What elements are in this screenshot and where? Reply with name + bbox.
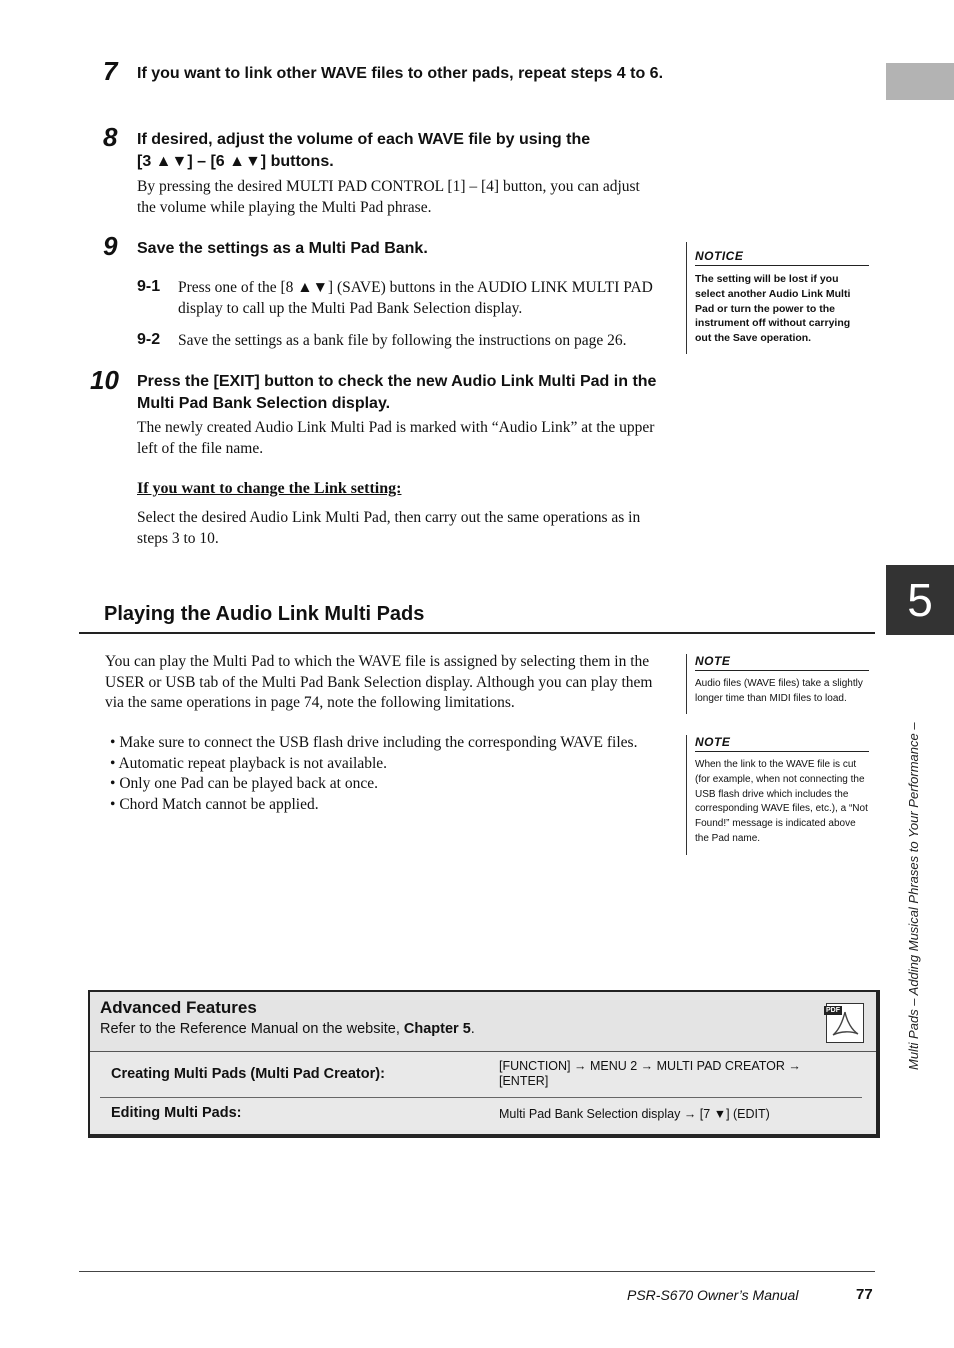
step-10-number: 10: [90, 365, 119, 395]
subtitle-chapter: Chapter 5: [403, 1021, 471, 1037]
advanced-features-box: [88, 990, 880, 1138]
step-8-number: 8: [103, 122, 118, 152]
step-9-2-text: Save the settings as a bank file by following the instructions on page 26.: [178, 332, 627, 349]
footer-rule: [79, 1271, 875, 1272]
pdf-icon: [826, 1003, 864, 1043]
step-9-1-number: 9-1: [137, 278, 161, 295]
note-box-2: [686, 735, 869, 855]
step-8-body: By pressing the desired MULTI PAD CONTROL [1] – [4] button, you can adjust the volume while playing the Multi Pad phrase.: [137, 178, 640, 216]
step-7-heading: If you want to link other WAVE files to other pads, repeat steps 4 to 6.: [137, 65, 664, 82]
pdf-label: PDF: [826, 1007, 840, 1014]
note-2-title: NOTE: [695, 735, 869, 752]
adv-row-1-label: Creating Multi Pads (Multi Pad Creator):: [111, 1066, 385, 1082]
footer-page-number: 77: [856, 1286, 873, 1303]
link-setting-heading: If you want to change the Link setting:: [137, 480, 402, 497]
step-10-body: The newly created Audio Link Multi Pad is marked with “Audio Link” at the upper left of the file name.: [137, 419, 655, 457]
step-10-heading: Press the [EXIT] button to check the new Audio Link Multi Pad in the Multi Pad Bank Selection display.: [137, 373, 657, 412]
step-9-heading: Save the settings as a Multi Pad Bank.: [137, 240, 428, 257]
subtitle-prefix: Refer to the Reference Manual on the website,: [100, 1021, 404, 1037]
chapter-vertical-text: Multi Pads – Adding Musical Phrases to Your Performance –: [906, 722, 921, 1070]
list-item: • Make sure to connect the USB flash drive including the corresponding WAVE files.: [110, 733, 685, 754]
advanced-features-subtitle: [100, 1021, 475, 1037]
step-8-heading: [137, 129, 677, 173]
adv-row-divider: [100, 1097, 862, 1098]
adv-row-1-value: [FUNCTION] → MENU 2 → MULTI PAD CREATOR → [ENTER]: [499, 1059, 801, 1088]
limitations-list: [110, 733, 685, 815]
adv-row-2-label: Editing Multi Pads:: [111, 1105, 242, 1121]
step-7-number: 7: [103, 56, 118, 86]
chapter-number: 5: [907, 574, 933, 626]
list-item: • Automatic repeat playback is not available.: [110, 754, 685, 775]
note-2-body: When the link to the WAVE file is cut (for example, when not connecting the USB flash drive which includes the corresponding WAVE files, etc.), a “Not Found!” message is indicated above the Pad name.: [695, 759, 868, 844]
list-item: • Only one Pad can be played back at once.: [110, 774, 685, 795]
section-intro: You can play the Multi Pad to which the WAVE file is assigned by selecting them in the USER or USB tab of the Multi Pad Bank Selection display. Although you can play them via the same operations in page 74, note the following limitations.: [105, 653, 653, 711]
list-item: • Chord Match cannot be applied.: [110, 795, 685, 816]
section-rule: [79, 632, 875, 634]
advanced-features-title: Advanced Features: [100, 998, 257, 1017]
notice-box: [686, 242, 869, 354]
notice-title: NOTICE: [695, 249, 869, 266]
chapter-tab-light: [886, 63, 954, 100]
link-setting-body: Select the desired Audio Link Multi Pad, then carry out the same operations as in steps 3 to 10.: [137, 509, 641, 547]
note-1-body: Audio files (WAVE files) take a slightly longer time than MIDI files to load.: [695, 678, 863, 704]
section-title: Playing the Audio Link Multi Pads: [104, 603, 425, 625]
step-9-1-text: Press one of the [8 ▲▼] (SAVE) buttons in the AUDIO LINK MULTI PAD display to call up the Multi Pad Bank Selection display.: [178, 279, 653, 317]
chapter-vertical-title: [906, 650, 921, 1070]
footer-manual-title: PSR-S670 Owner’s Manual: [627, 1287, 799, 1303]
step-8-heading-line1: If desired, adjust the volume of each WAVE file by using the: [137, 131, 591, 148]
step-8-heading-line2: [3 ▲▼] – [6 ▲▼] buttons.: [137, 153, 334, 170]
note-box-1: [686, 654, 869, 714]
step-9-2-number: 9-2: [137, 331, 161, 348]
adv-row-2-value: Multi Pad Bank Selection display → [7 ▼] (EDIT): [499, 1107, 770, 1121]
subtitle-suffix: .: [470, 1021, 475, 1037]
chapter-tab-number: [886, 565, 954, 635]
notice-body: The setting will be lost if you select another Audio Link Multi Pad or turn the power to the instrument off without carrying out the Save operation.: [695, 273, 851, 345]
note-1-title: NOTE: [695, 654, 869, 671]
step-9-number: 9: [103, 231, 118, 261]
